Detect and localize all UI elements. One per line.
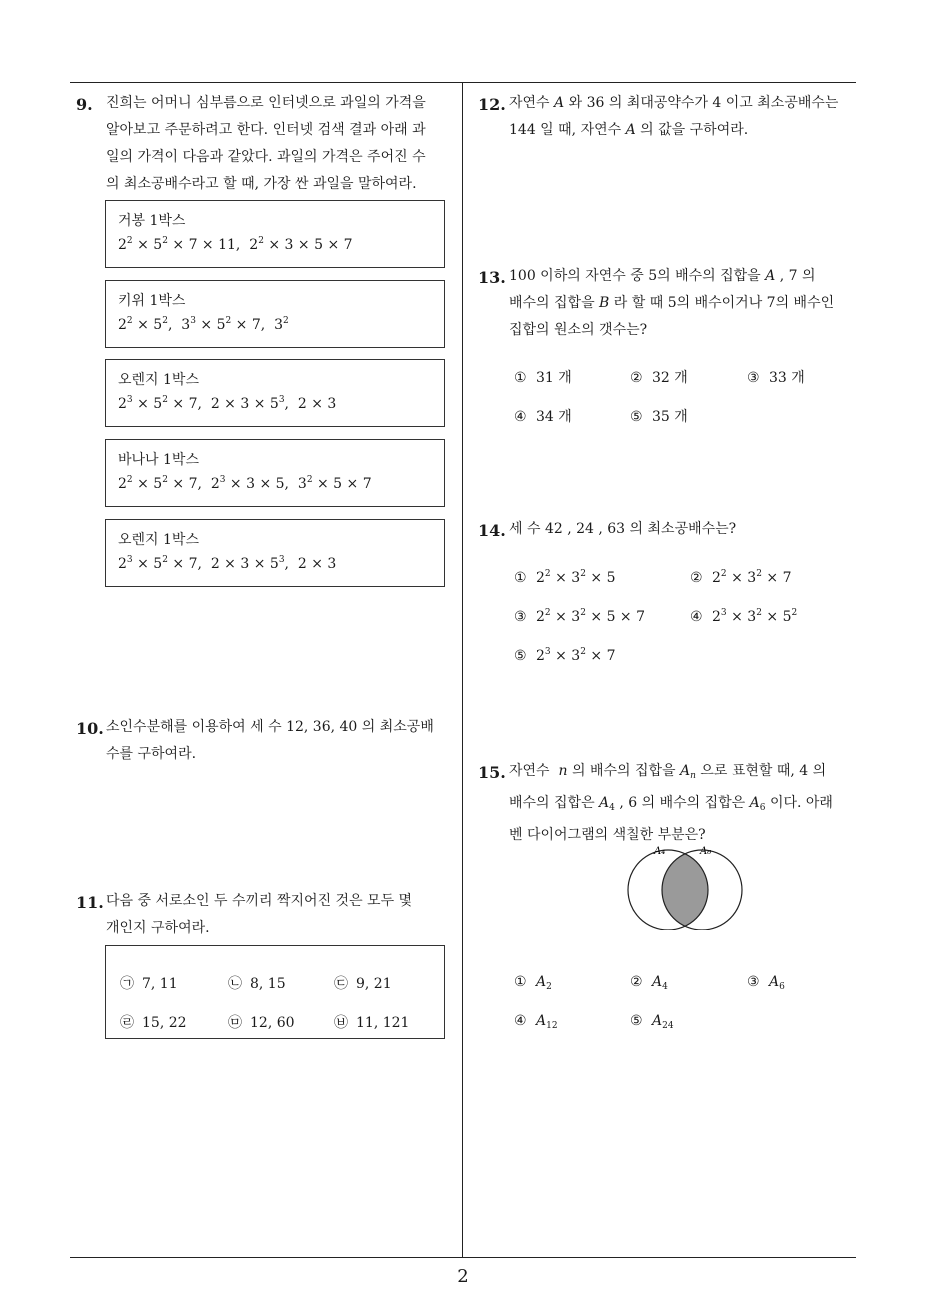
- q14-choice-2: ② $2^2 \times 3^2 \times 7$: [690, 569, 792, 586]
- q15-choice-2: ② $A_4$: [630, 974, 668, 992]
- fruit-expr: $2^2 \times 5^2$, $3^3 \times 5^2 \times 7$, $3^2$: [118, 316, 289, 333]
- pair-item: ㉤ 12, 60: [228, 1015, 295, 1031]
- venn-label-right: A₆: [700, 846, 712, 857]
- pair-item: ㉣ 15, 22: [120, 1015, 187, 1031]
- q10-number: 10.: [76, 719, 104, 738]
- q13-choice-5: ⑤ 35 개: [630, 409, 688, 425]
- bottom-rule: [70, 1257, 856, 1258]
- q9-number: 9.: [76, 95, 93, 114]
- q13-choice-1: ① 31 개: [514, 370, 572, 386]
- q13-choice-4: ④ 34 개: [514, 409, 572, 425]
- fruit-title: 오렌지 1박스: [118, 372, 199, 388]
- pair-item: ㉡ 8, 15: [228, 976, 286, 992]
- q14-number: 14.: [478, 521, 506, 540]
- q15-choice-1: ① $A_2$: [514, 974, 552, 992]
- q14-choice-3: ③ $2^2 \times 3^2 \times 5 \times 7$: [514, 608, 646, 625]
- q13-text: 100 이하의 자연수 중 5의 배수의 집합을 A , 7 의 배수의 집합을 B 라 할 때 5의 배수이거나 7의 배수인 집합의 원소의 갯수는?: [509, 268, 835, 338]
- fruit-expr: $2^2 \times 5^2 \times 7 \times 11$, $2^2 \times 3 \times 5 \times 7$: [118, 236, 353, 253]
- q14-choice-1: ① $2^2 \times 3^2 \times 5$: [514, 569, 616, 586]
- fruit-box-banana: [105, 439, 445, 507]
- q15-choice-5: ⑤ $A_{24}$: [630, 1013, 674, 1031]
- column-divider: [462, 82, 463, 1258]
- q10-text: 소인수분해를 이용하여 세 수 12, 36, 40 의 최소공배 수를 구하여라.: [106, 719, 434, 762]
- q9-text: 진희는 어머니 심부름으로 인터넷으로 과일의 가격을 알아보고 주문하려고 한다. 인터넷 검색 결과 아래 과 일의 가격이 다음과 같았다. 과일의 가격은 주어진 수 의 최소공배수라고 할 때, 가장 싼 과일을 말하여라.: [106, 95, 426, 192]
- fruit-expr: $2^3 \times 5^2 \times 7$, $2 \times 3 \times 5^3$, 2 × 3: [118, 555, 337, 572]
- q11-number: 11.: [76, 893, 104, 912]
- top-rule: [70, 82, 856, 83]
- fruit-title: 오렌지 1박스: [118, 532, 199, 548]
- fruit-expr: $2^3 \times 5^2 \times 7$, $2 \times 3 \times 5^3$, 2 × 3: [118, 395, 337, 412]
- fruit-title: 키위 1박스: [118, 293, 186, 309]
- fruit-title: 바나나 1박스: [118, 452, 199, 468]
- q13-number: 13.: [478, 268, 506, 287]
- q11-pairs-box: [105, 945, 445, 1039]
- q14-choice-4: ④ $2^3 \times 3^2 \times 5^2$: [690, 608, 798, 625]
- q14-text: 세 수 42 , 24 , 63 의 최소공배수는?: [509, 521, 737, 537]
- page-number: 2: [457, 1266, 469, 1287]
- fruit-title: 거봉 1박스: [118, 213, 186, 229]
- pair-item: ㉥ 11, 121: [334, 1015, 410, 1031]
- q15-number: 15.: [478, 763, 506, 782]
- q15-text: 자연수 n 의 배수의 집합을 $A_n$ 으로 표현할 때, 4 의 배수의 집합은 $A_4$ , 6 의 배수의 집합은 $A_6$ 이다. 아래 벤 다이어그램의 색칠한 부분은?: [509, 763, 833, 843]
- venn-diagram: [620, 840, 750, 930]
- q12-text: 자연수 A 와 36 의 최대공약수가 4 이고 최소공배수는 144 일 때, 자연수 A 의 값을 구하여라.: [509, 95, 839, 138]
- fruit-box-orange: [105, 359, 445, 427]
- q15-choice-4: ④ $A_{12}$: [514, 1013, 558, 1031]
- fruit-box-grape: [105, 200, 445, 268]
- q11-text: 다음 중 서로소인 두 수끼리 짝지어진 것은 모두 몇 개인지 구하여라.: [106, 893, 413, 936]
- fruit-box-kiwi: [105, 280, 445, 348]
- q12-number: 12.: [478, 95, 506, 114]
- fruit-expr: $2^2 \times 5^2 \times 7$, $2^3 \times 3 \times 5$, $3^2 \times 5 \times 7$: [118, 475, 372, 492]
- q15-choice-3: ③ $A_6$: [747, 974, 785, 992]
- q13-choice-3: ③ 33 개: [747, 370, 805, 386]
- venn-label-left: A₄: [654, 846, 666, 857]
- fruit-box-orange-2: [105, 519, 445, 587]
- q14-choice-5: ⑤ $2^3 \times 3^2 \times 7$: [514, 647, 616, 664]
- pair-item: ㉢ 9, 21: [334, 976, 392, 992]
- pair-item: ㉠ 7, 11: [120, 976, 178, 992]
- q13-choice-2: ② 32 개: [630, 370, 688, 386]
